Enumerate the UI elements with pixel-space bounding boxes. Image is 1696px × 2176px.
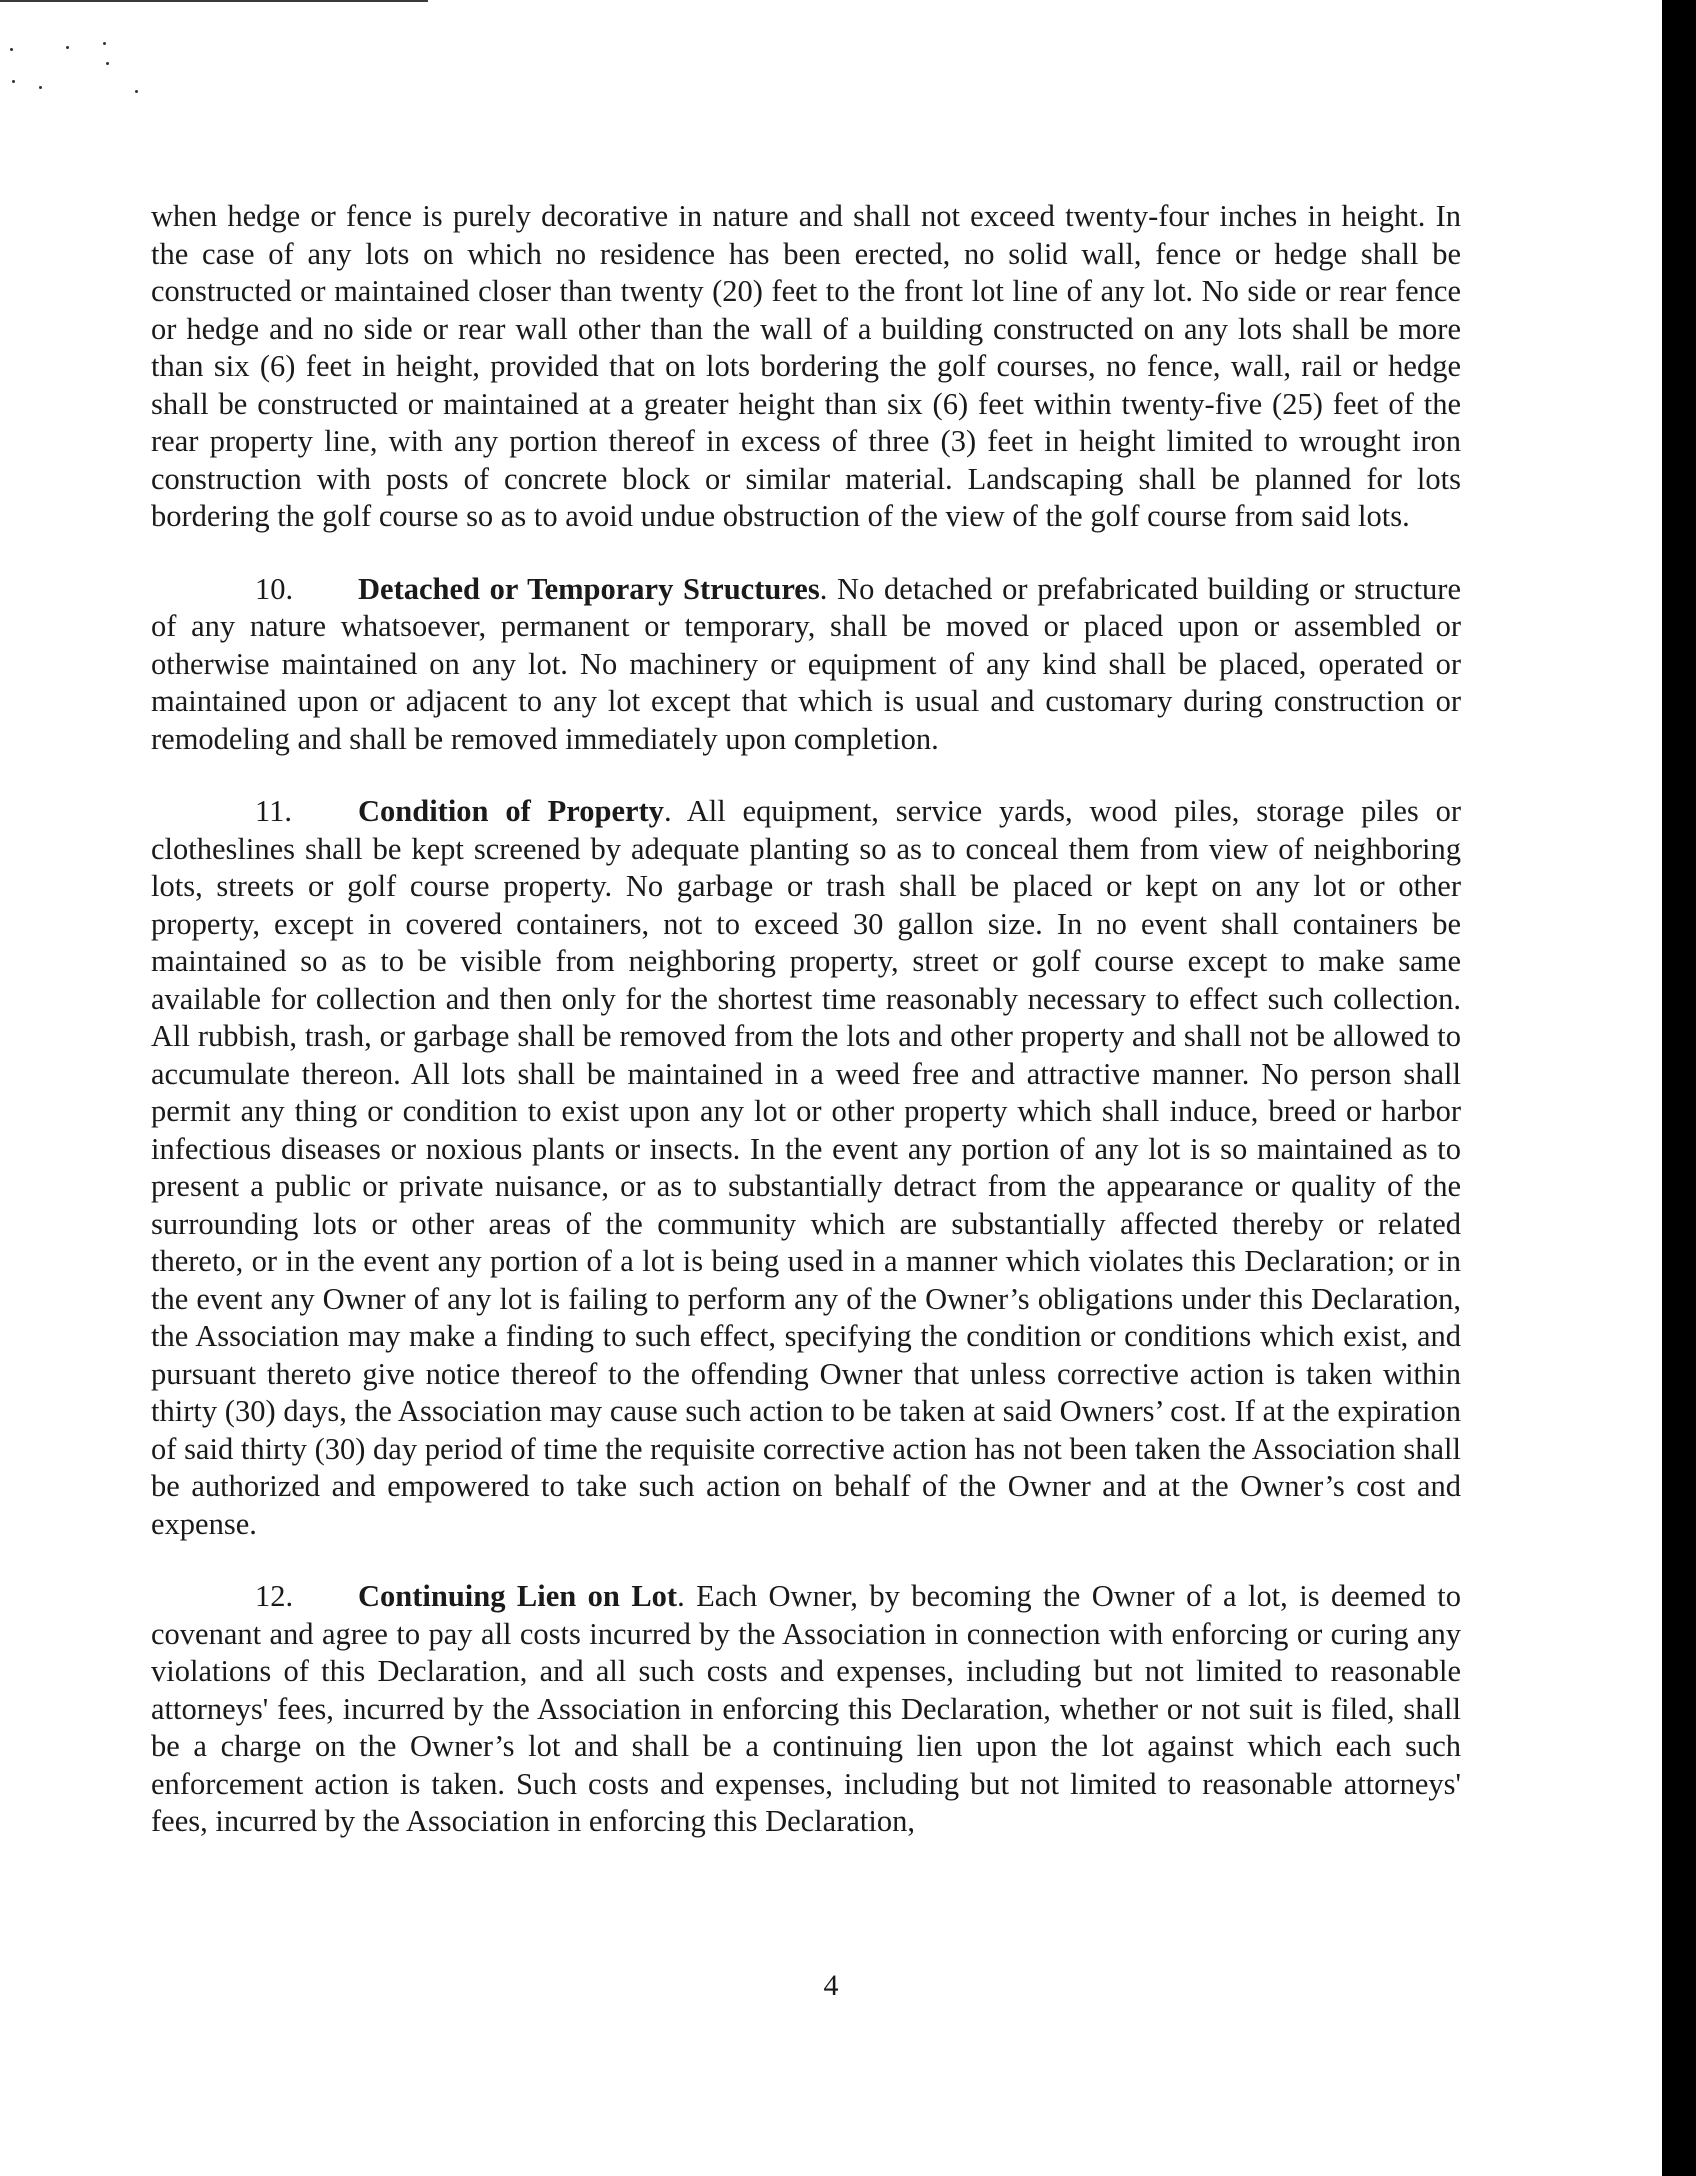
section-body: . No detached or prefabricated building or structure of any nature whatsoever, permanent or temporary, shall be moved or placed upon or assembled or otherwise maintained on any lot. No machinery or equipment of any kind shall be placed, operated or maintained upon or adjacent to any lot except that which is usual and customary during construction or remodeling and shall be removed immediately upon completion. — [151, 571, 1461, 756]
scan-speck — [135, 90, 138, 93]
scan-speck — [106, 62, 109, 65]
page-number: 4 — [823, 1969, 839, 2002]
opening-paragraph: when hedge or fence is purely decorative in nature and shall not exceed twenty-four inches in height. In the case of any lots on which no residence has been erected, no solid wall, fence or hedge shall be constructed or maintained closer than twenty (20) feet to the front lot line of any lot. No side or rear fence or hedge and no side or rear wall other than the wall of a building constructed on any lots shall be more than six (6) feet in height, provided that on lots bordering the golf courses, no fence, wall, rail or hedge shall be constructed or maintained at a greater height than six (6) feet within twenty-five (25) feet of the rear property line, with any portion thereof in excess of three (3) feet in height limited to wrought iron construction with posts of concrete block or similar material. Landscaping shall be planned for lots bordering the golf course so as to avoid undue obstruction of the view of the golf course from said lots. — [151, 199, 1461, 533]
scan-speck — [10, 48, 13, 51]
scan-top-rule — [0, 0, 428, 2]
section-number: 10. — [255, 571, 294, 606]
section-heading: Continuing Lien on Lot — [358, 1579, 678, 1613]
scan-speck — [66, 46, 69, 49]
section-body: . Each Owner, by becoming the Owner of a lot, is deemed to covenant and agree to pay all costs incurred by the Association in connection with enforcing or curing any violations of this Declaration, and all such costs and expenses, including but not limited to reasonable attorneys' fees, incurred by the Association in enforcing this Declaration, whether or not suit is filed, shall be a charge on the Owner’s lot and shall be a continuing lien upon the lot against which each such enforcement action is taken. Such costs and expenses, including but not limited to reasonable attorneys' fees, incurred by the Association in enforcing this Declaration, — [151, 1579, 1461, 1838]
section-10 — [151, 571, 1461, 759]
section-number: 11. — [255, 794, 292, 828]
section-heading: Condition of Property — [358, 794, 664, 828]
section-heading: Detached or Temporary Structures — [358, 571, 820, 606]
document-body — [151, 198, 1461, 1876]
scan-speck — [39, 86, 42, 89]
scan-edge-bar — [1662, 0, 1696, 2176]
section-body: . All equipment, service yards, wood piles, storage piles or clotheslines shall be kept screened by adequate planting so as to conceal them from view of neighboring lots, streets or golf course property. No garbage or trash shall be placed or kept on any lot or other property, except in covered containers, not to exceed 30 gallon size. In no event shall containers be maintained so as to be visible from neighboring property, street or golf course except to make same available for collection and then only for the shortest time reasonably necessary to effect such collection. All rubbish, trash, or garbage shall be removed from the lots and other property and shall not be allowed to accumulate thereon. All lots shall be maintained in a weed free and attractive manner. No person shall permit any thing or condition to exist upon any lot or other property which shall induce, breed or harbor infectious diseases or noxious plants or insects. In the event any portion of any lot is so maintained as to present a public or private nuisance, or as to substantially detract from the appearance or quality of the surrounding lots or other areas of the community which are substantially affected thereby or related thereto, or in the event any portion of a lot is being used in a manner which violates this Declaration; or in the event any Owner of any lot is failing to perform any of the Owner’s obligations under this Declaration, the Association may make a finding to such effect, specifying the condition or conditions which exist, and pursuant thereto give notice thereof to the offending Owner that unless corrective action is taken within thirty (30) days, the Association may cause such action to be taken at said Owners’ cost. If at the expiration of said thirty (30) day period of time the requisite corrective action has not been taken the Association shall be authorized and empowered to take such action on behalf of the Owner and at the Owner’s cost and expense. — [151, 794, 1461, 1541]
scan-speck — [103, 42, 106, 45]
section-11 — [151, 793, 1461, 1543]
scan-speck — [12, 80, 15, 83]
section-12 — [151, 1578, 1461, 1841]
section-number: 12. — [255, 1579, 294, 1613]
